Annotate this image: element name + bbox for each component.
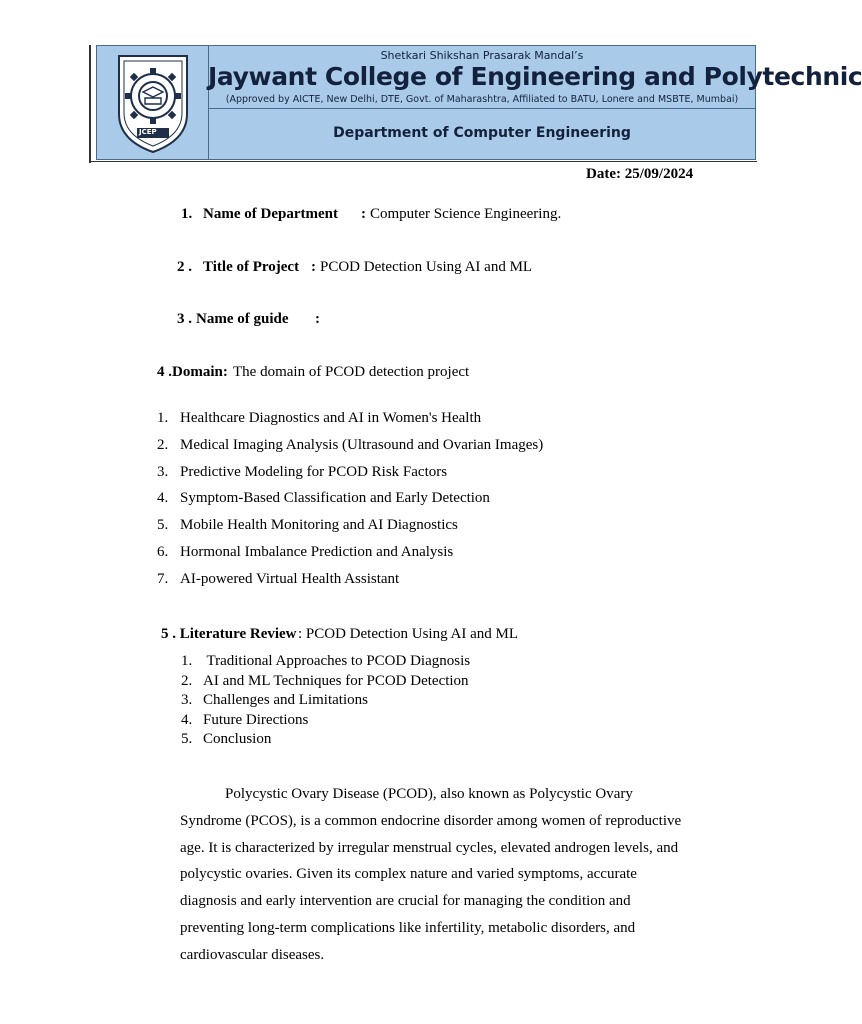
- domain-item: Hormonal Imbalance Prediction and Analysis: [180, 544, 454, 560]
- domain-item-number: 7.: [157, 570, 169, 587]
- domain-item: Healthcare Diagnostics and AI in Women's Health: [180, 410, 482, 426]
- literature-item-number: 2.: [181, 672, 193, 689]
- domain-item-number: 4.: [157, 490, 169, 507]
- logo-cell: [97, 46, 209, 159]
- domain-item: Medical Imaging Analysis (Ultrasound and Ovarian Images): [180, 436, 544, 453]
- field-2-separator: :: [311, 259, 316, 275]
- field-2-number: 2 .: [177, 259, 192, 275]
- approval-note: (Approved by AICTE, New Delhi, DTE, Govt. of Maharashtra, Affiliated to BATU, Lonere and MSBTE, Mumbai): [225, 94, 739, 105]
- field-3-separator: :: [315, 311, 320, 327]
- org-name: Shetkari Shikshan Prasarak Mandal’s: [380, 49, 584, 62]
- domain-item-number: 1.: [157, 410, 169, 426]
- literature-item-number: 4.: [181, 711, 193, 728]
- domain-label: 4 .Domain:: [157, 364, 228, 380]
- field-2-value: PCOD Detection Using AI and ML: [320, 259, 533, 275]
- domain-intro: The domain of PCOD detection project: [233, 364, 470, 380]
- date: Date: 25/09/2024: [586, 166, 694, 182]
- header-banner: [96, 45, 862, 160]
- college-name: Jaywant College of Engineering and Polytechnic: [208, 62, 862, 91]
- field-1-number: 1.: [181, 206, 193, 222]
- literature-subtitle: : PCOD Detection Using AI and ML: [298, 626, 518, 642]
- domain-item-number: 6.: [157, 544, 169, 560]
- domain-item-number: 2.: [157, 436, 169, 453]
- intro-paragraph: Polycystic Ovary Disease (PCOD), also known as Polycystic Ovary Syndrome (PCOS), is a common endocrine disorder among women of reproductive age. It is characterized by irregular menstrual cycles, elevated androgen levels, and polycystic ovaries. Given its complex nature and varied symptoms, accurate diagnosis and early intervention are crucial for managing the condition and preventing long-term complications like infertility, metabolic disorders, and cardiovascular diseases.: [180, 786, 682, 963]
- banner-divider: [208, 108, 756, 109]
- literature-item: Future Directions: [203, 711, 309, 728]
- literature-item-number: 3.: [181, 692, 193, 708]
- field-3-number: 3 .: [177, 311, 192, 327]
- literature-item-number: 5.: [181, 731, 193, 747]
- domain-item: AI-powered Virtual Health Assistant: [180, 570, 400, 587]
- literature-item-number: 1.: [181, 653, 193, 669]
- field-1-separator: :: [361, 206, 366, 222]
- field-2-label: Title of Project: [203, 259, 300, 275]
- department-header: Department of Computer Engineering: [333, 125, 631, 141]
- college-logo: [115, 52, 191, 154]
- domain-item-number: 5.: [157, 517, 169, 534]
- banner-bottom-rule: [89, 161, 757, 162]
- field-3-label: Name of guide: [196, 311, 289, 327]
- field-1-label: Name of Department: [203, 206, 338, 222]
- literature-label: 5 . Literature Review: [161, 626, 297, 642]
- domain-item-number: 3.: [157, 463, 169, 480]
- banner-left-rule: [89, 45, 91, 163]
- literature-item: Conclusion: [203, 731, 272, 747]
- domain-item: Symptom-Based Classification and Early Detection: [180, 490, 490, 507]
- literature-item: Challenges and Limitations: [203, 692, 368, 708]
- domain-item: Predictive Modeling for PCOD Risk Factors: [180, 463, 448, 480]
- domain-item: Mobile Health Monitoring and AI Diagnostics: [180, 517, 458, 534]
- field-1-value: Computer Science Engineering.: [370, 206, 562, 222]
- logo-lettering: JCEP: [139, 128, 157, 136]
- literature-item: Traditional Approaches to PCOD Diagnosis: [203, 653, 471, 669]
- literature-item: AI and ML Techniques for PCOD Detection: [203, 672, 469, 689]
